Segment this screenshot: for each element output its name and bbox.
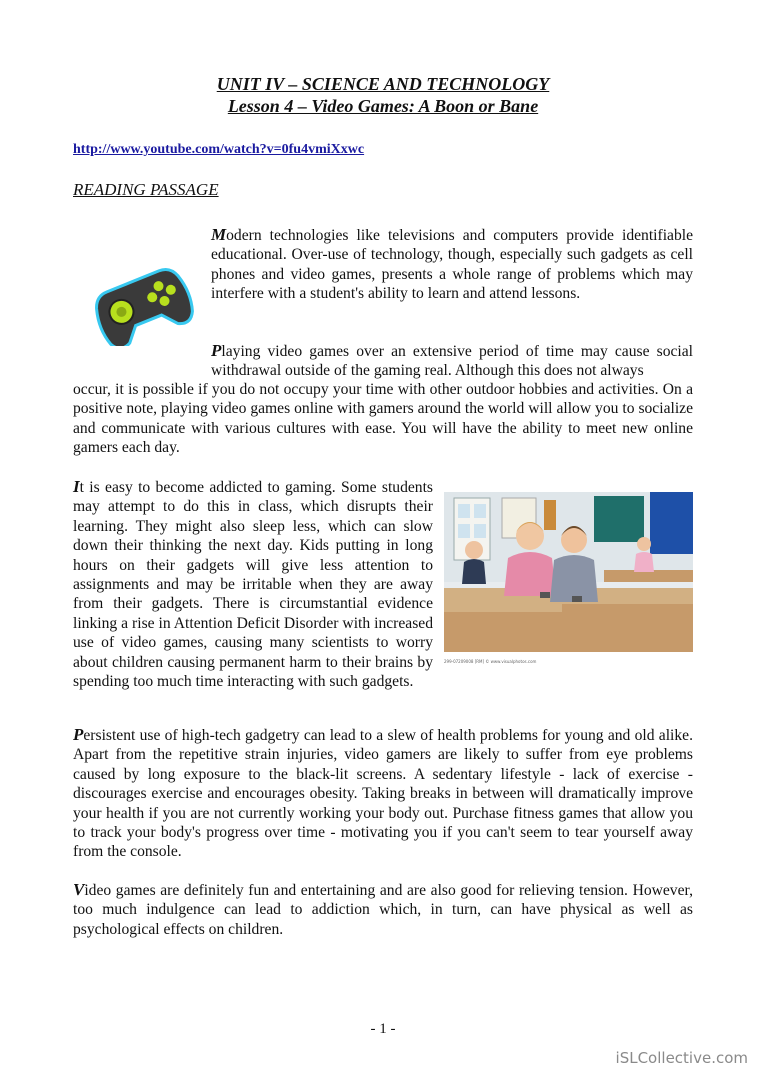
paragraph-2-rest: occur, it is possible if you do not occupy your time with other outdoor hobbies and activities. On a positive note, playing video games online with gamers around the world will allow you to socialize and communicate with various cultures with ease. You will have the ability to meet new online gamers each day. — [73, 381, 693, 457]
photo-caption: 299-07209008 [RM] © www.visualphotos.com — [444, 659, 537, 664]
paragraph-5-text: ideo games are definitely fun and entertaining and are also good for relieving tension. However, too much indulgence can lead to addiction which, in turn, can have physical as well as psychological effects on children. — [73, 882, 693, 938]
unit-title: UNIT IV – SCIENCE AND TECHNOLOGY — [216, 74, 550, 94]
paragraph-3-text: t is easy to become addicted to gaming. Some students may attempt to do this in class, which disrupts their learning. They might also sleep less, which can slow down their thinking the next day. Kids putting in long hours on their gadgets will give less attention to assignments and may be irritable when they are away from their gadgets. There is circumstantial evidence linking a rise in Attention Deficit Disorder with increased use of video games, causing many scientists to worry about children causing permanent harm to their brains by spending too much time interacting with such gadgets. — [73, 479, 433, 691]
paragraph-4 — [73, 725, 693, 862]
paragraph-2-initial: P — [211, 341, 222, 360]
paragraph-2-top — [211, 341, 693, 381]
paragraph-4-text: ersistent use of high-tech gadgetry can lead to a slew of health problems for young and old alike. Apart from the repetitive strain injuries, video gamers are likely to suffer from eye problems caused by long exposure to the black-lit screens. A sedentary lifestyle - lack of exercise - discourages exercise and encourages obesity. Taking breaks in between will dramatically improve your health if you are not currently working your body out. Purchase fitness games that allow you to track your body's progress over time - motivating you if you can't seem to tear yourself away from the console. — [73, 727, 693, 861]
paragraph-5 — [73, 880, 693, 939]
classroom-photo — [444, 492, 693, 659]
lesson-title: Lesson 4 – Video Games: A Boon or Bane — [227, 96, 539, 116]
page-number: - 1 - — [370, 1021, 396, 1037]
gamepad-icon — [82, 252, 198, 346]
paragraph-4-initial: P — [73, 725, 84, 744]
paragraph-1 — [211, 225, 693, 304]
paragraph-2-text-top: laying video games over an extensive period of time may cause social withdrawal outside of the gaming real. Although this does not always — [211, 343, 693, 380]
youtube-link[interactable]: http://www.youtube.com/watch?v=0fu4vmiXxwc — [73, 142, 365, 157]
watermark: iSLCollective.com — [615, 1049, 748, 1067]
paragraph-1-text: odern technologies like televisions and computers provide identifiable educational. Over-use of technology, though, especially such gadgets as cell phones and video games, presents a whole range of problems which may interfere with a student's ability to learn and attend lessons. — [211, 227, 693, 303]
paragraph-3-initial: I — [73, 477, 80, 496]
paragraph-5-initial: V — [73, 880, 85, 899]
paragraph-3 — [73, 477, 433, 691]
section-heading: READING PASSAGE — [73, 180, 219, 199]
paragraph-1-initial: M — [211, 225, 227, 244]
